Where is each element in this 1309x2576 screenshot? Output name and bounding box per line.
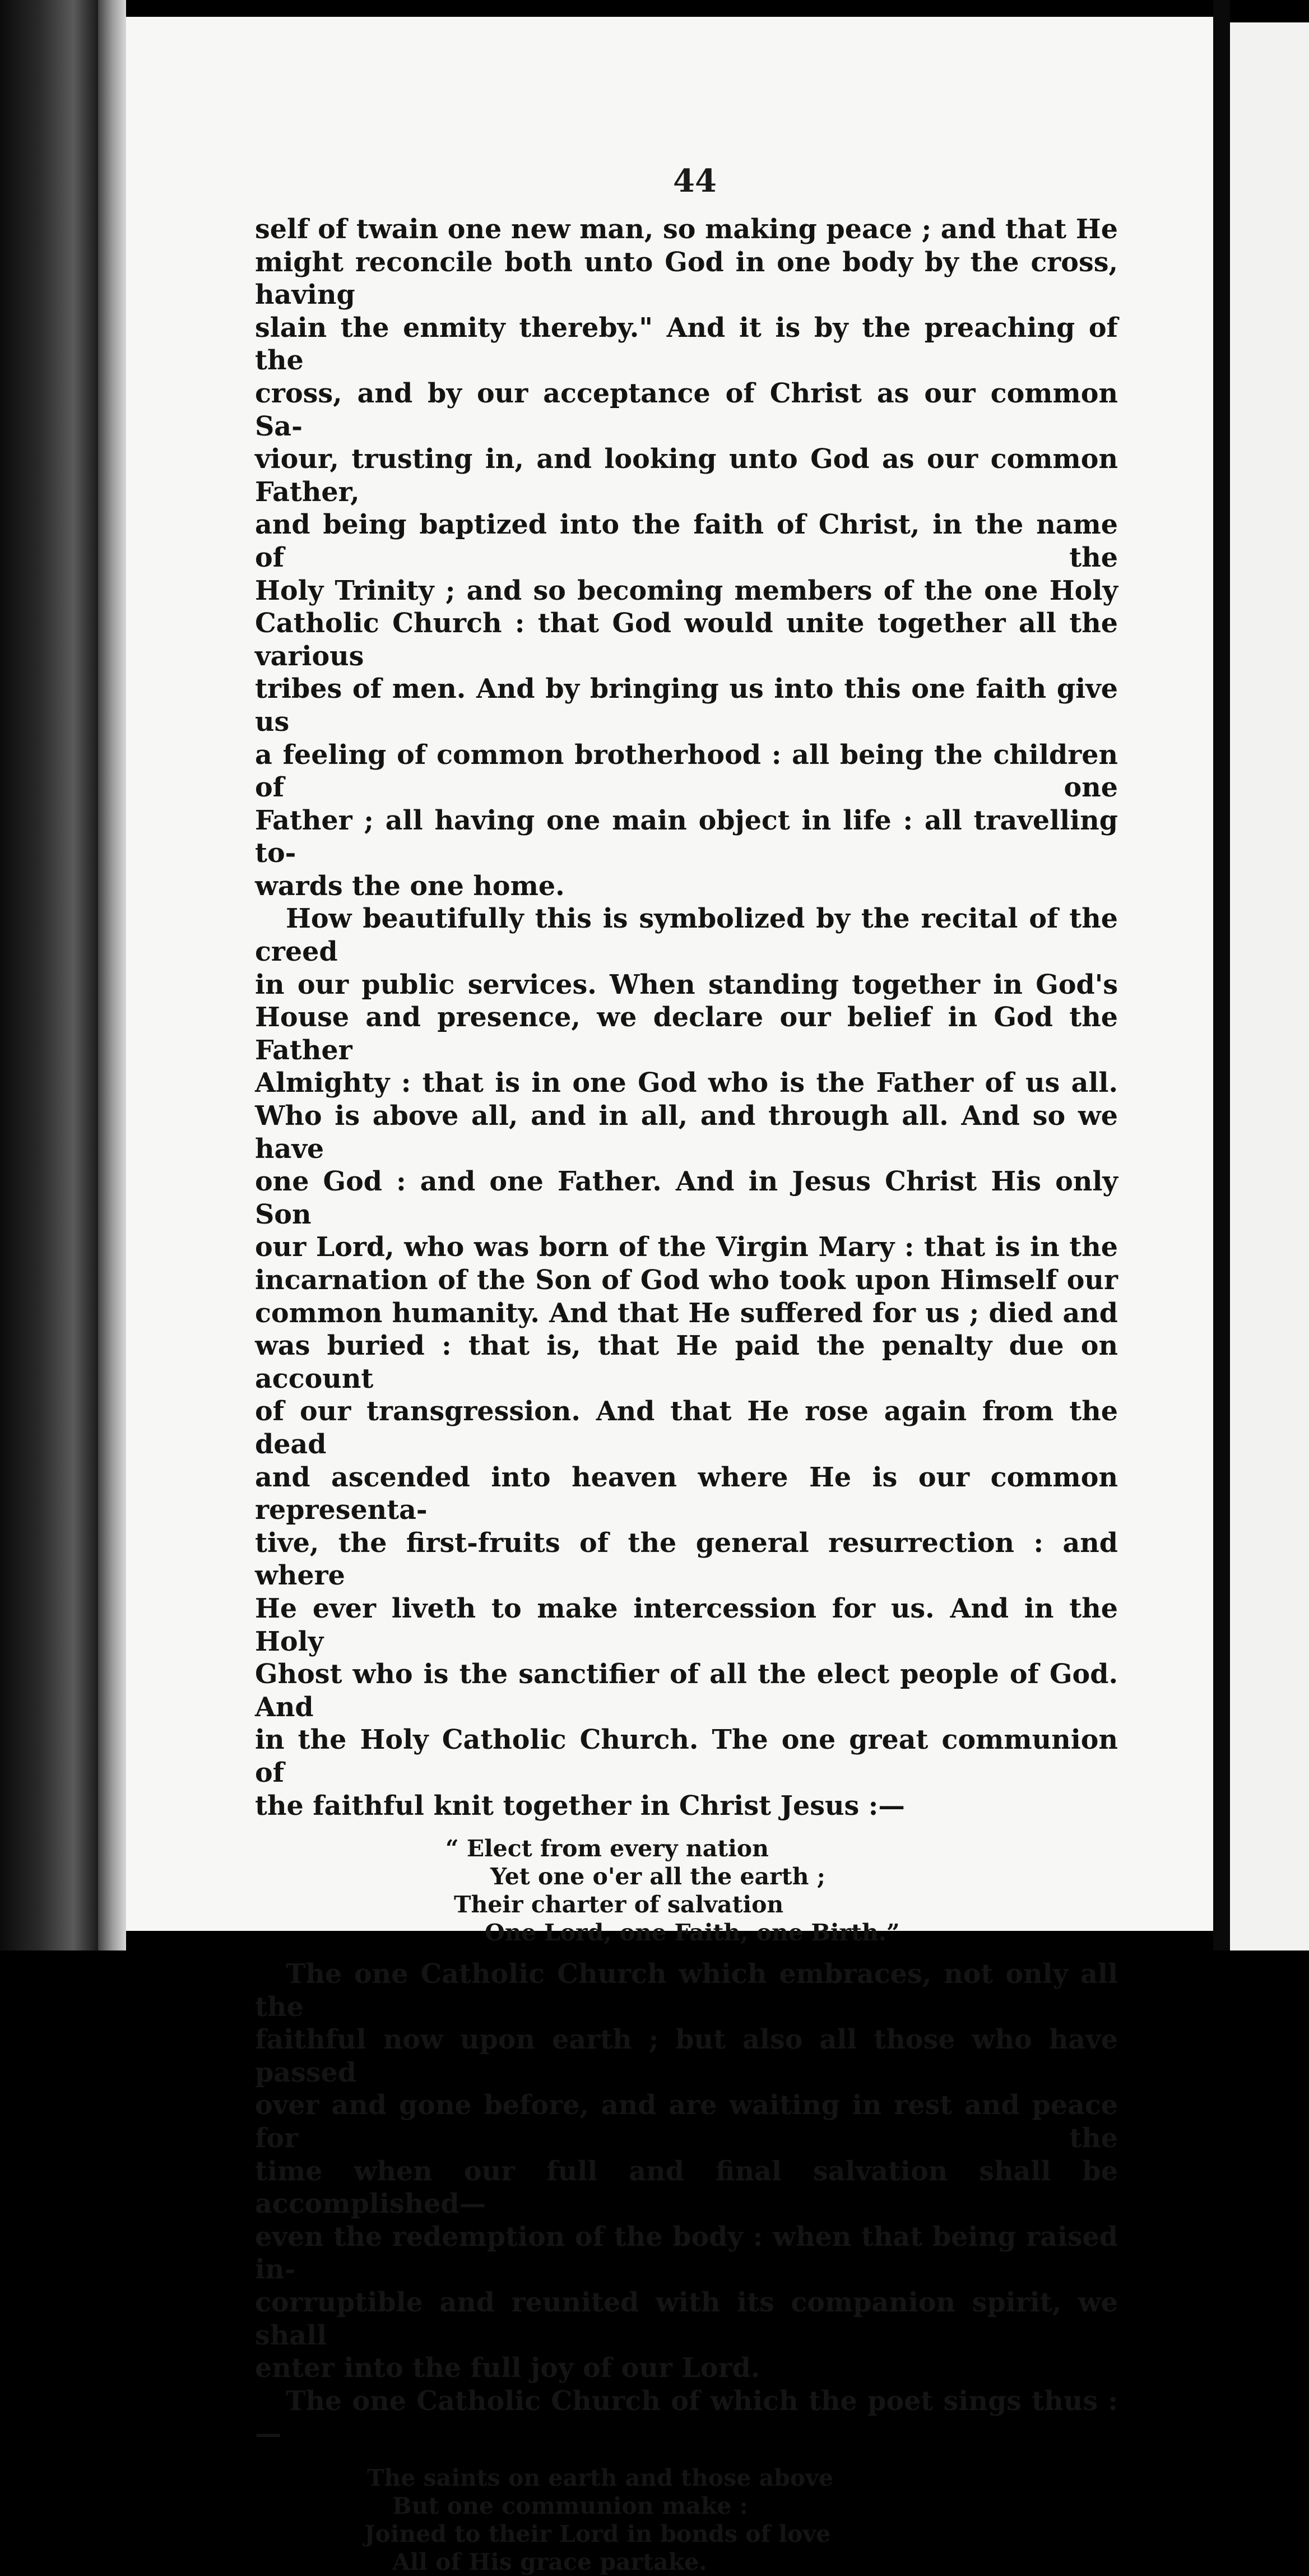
text-line: Ghost who is the sanctifier of all the elect people of God. And: [255, 1658, 1118, 1723]
text-line: corruptible and reunited with its companion spirit, we shall: [255, 2287, 1118, 2351]
verse-line: The saints on earth and those above: [367, 2464, 834, 2491]
page-text: [255, 213, 1118, 2576]
text-line: viour, trusting in, and looking unto God as our common Father,: [255, 443, 1118, 508]
verse-line: “ Elect from every nation: [445, 1835, 769, 1862]
text-line: Father ; all having one main object in life : all travelling to-: [255, 804, 1118, 869]
page-edge-shadow: [1213, 0, 1230, 1950]
text-line: incarnation of the Son of God who took upon Himself our: [255, 1264, 1118, 1296]
text-line: in our public services. When standing together in God's: [255, 969, 1118, 1000]
text-line: House and presence, we declare our belief in God the Father: [255, 1002, 1118, 1066]
text-line: was buried : that is, that He paid the penalty due on account: [255, 1330, 1118, 1394]
text-line: in the Holy Catholic Church. The one great communion of: [255, 1724, 1118, 1789]
text-line: and being baptized into the faith of Christ, in the name of the: [255, 509, 1118, 573]
verse-line: One Lord, one Faith, one Birth.”: [485, 1919, 900, 1947]
text-line: the faithful knit together in Christ Jesus :—: [255, 1790, 905, 1822]
text-line: He ever liveth to make intercession for us. And in the Holy: [255, 1592, 1118, 1657]
verse-line: Yet one o'er all the earth ;: [490, 1863, 825, 1891]
hymn-verse-2: [255, 2464, 1118, 2576]
text-line: Catholic Church : that God would unite together all the various: [255, 608, 1118, 672]
text-line: might reconcile both unto God in one body by the cross, having: [255, 246, 1118, 311]
text-line: Who is above all, and in all, and through all. And so we have: [255, 1100, 1118, 1165]
paragraph-1: [255, 213, 1118, 902]
verse-line: Their charter of salvation: [454, 1891, 784, 1919]
facing-page-edge: [1230, 22, 1309, 1950]
text-line: self of twain one new man, so making peace ; and that He: [255, 214, 1118, 245]
text-line: slain the enmity thereby." And it is by the preaching of the: [255, 312, 1118, 377]
text-line: a feeling of common brotherhood : all being the children of one: [255, 739, 1118, 804]
paragraph-2: [255, 902, 1118, 1822]
text-line: tive, the first-fruits of the general resurrection : and where: [255, 1527, 1118, 1592]
paragraph-4: [255, 2385, 1118, 2450]
verse-line: All of His grace partake.: [392, 2549, 707, 2575]
text-line: wards the one home.: [255, 870, 565, 902]
hymn-verse-1: [255, 1834, 1118, 1947]
text-line: enter into the full joy of our Lord.: [255, 2352, 760, 2384]
text-line: our Lord, who was born of the Virgin Mary : that is in the: [255, 1231, 1118, 1263]
text-line: time when our full and final salvation shall be accomplished—: [255, 2155, 1118, 2220]
book-gutter: [98, 0, 126, 1950]
text-line: The one Catholic Church which embraces, not only all the: [255, 1958, 1118, 2023]
text-line: of our transgression. And that He rose again from the dead: [255, 1396, 1118, 1460]
text-line: over and gone before, and are waiting in rest and peace for the: [255, 2089, 1118, 2155]
text-line: Almighty : that is in one God who is the Father of us all.: [255, 1067, 1118, 1099]
verse-line: Joined to their Lord in bonds of love: [364, 2521, 831, 2547]
text-line: Holy Trinity ; and so becoming members of the one Holy: [255, 574, 1118, 606]
text-line: faithful now upon earth ; but also all those who have passed: [255, 2024, 1118, 2088]
text-line: tribes of men. And by bringing us into this one faith give us: [255, 673, 1118, 738]
page-number: 44: [673, 163, 717, 200]
text-line: one God : and one Father. And in Jesus Christ His only Son: [255, 1166, 1118, 1230]
text-line: even the redemption of the body : when that being raised in-: [255, 2221, 1118, 2286]
text-line: The one Catholic Church of which the poet sings thus :—: [255, 2385, 1118, 2450]
scan-left-edge: [0, 0, 98, 1950]
paragraph-3: [255, 1958, 1118, 2385]
text-line: and ascended into heaven where He is our common representa-: [255, 1461, 1118, 1526]
text-line: cross, and by our acceptance of Christ as our common Sa-: [255, 377, 1118, 442]
text-line: How beautifully this is symbolized by the recital of the creed: [255, 903, 1118, 968]
text-line: common humanity. And that He suffered for us ; died and: [255, 1297, 1118, 1329]
verse-line: But one communion make :: [392, 2492, 748, 2519]
